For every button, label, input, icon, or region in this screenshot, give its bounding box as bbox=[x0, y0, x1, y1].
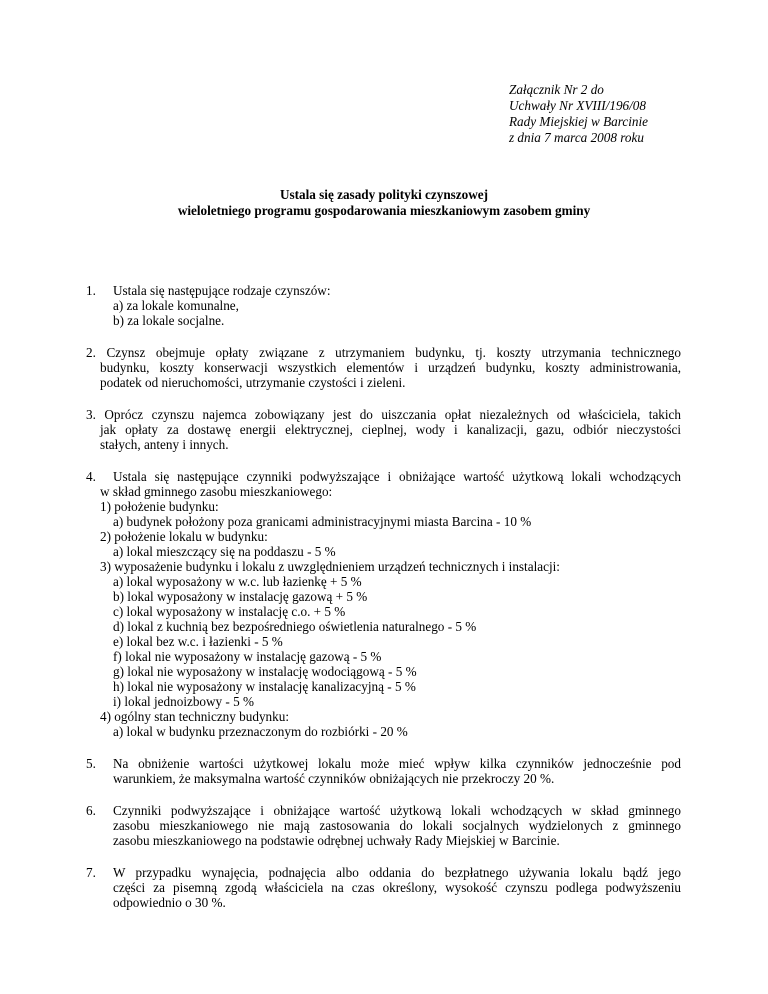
section-3-line1: 3. Oprócz czynszu najemca zobowiązany jest do uiszczania opłat niezależnych od właściciela, takich bbox=[86, 407, 681, 422]
section-4-point-2a: a) lokal mieszczący się na poddaszu - 5 % bbox=[113, 544, 336, 559]
section-6-line1: Czynniki podwyższające i obniżające wartość użytkową lokali wchodzących w skład gminnego bbox=[113, 803, 681, 818]
section-4-point-2: 2) położenie lokalu w budynku: bbox=[100, 529, 268, 544]
section-1-item-a: a) za lokale komunalne, bbox=[113, 298, 239, 313]
header-date: z dnia 7 marca 2008 roku bbox=[509, 130, 644, 145]
section-4-point-1a: a) budynek położony poza granicami administracyjnymi miasta Barcina - 10 % bbox=[113, 514, 532, 529]
section-4-point-4: 4) ogólny stan techniczny budynku: bbox=[100, 709, 289, 724]
section-5-line1: Na obniżenie wartości użytkowej lokalu może mieć wpływ kilka czynników jednocześnie pod bbox=[113, 756, 681, 771]
section-4-point-1: 1) położenie budynku: bbox=[100, 499, 219, 514]
section-4-line2: w skład gminnego zasobu mieszkaniowego: bbox=[100, 484, 333, 499]
section-4-point-4a: a) lokal w budynku przeznaczonym do rozbiórki - 20 % bbox=[113, 724, 408, 739]
section-5-line2: warunkiem, że maksymalna wartość czynników obniżających nie przekroczy 20 %. bbox=[113, 771, 555, 786]
section-1-item-b: b) za lokale socjalne. bbox=[113, 313, 225, 328]
section-4-point-3i: i) lokal jednoizbowy - 5 % bbox=[113, 694, 254, 709]
section-4-point-3h: h) lokal nie wyposażony w instalację kanalizacyjną - 5 % bbox=[113, 679, 416, 694]
section-1-number: 1. bbox=[86, 283, 96, 298]
section-4-point-3b: b) lokal wyposażony w instalację gazową + 5 % bbox=[113, 589, 368, 604]
section-6-line3: zasobu mieszkaniowego na podstawie odrębnej uchwały Rady Miejskiej w Barcinie. bbox=[113, 833, 560, 848]
page-title-line1: Ustala się zasady polityki czynszowej bbox=[279, 187, 489, 202]
section-2-line1: 2. Czynsz obejmuje opłaty związane z utrzymaniem budynku, tj. koszty utrzymania technicznego bbox=[86, 345, 681, 360]
section-7-line3: odpowiednio o 30 %. bbox=[113, 895, 226, 910]
section-7-line2: części za pisemną zgodą właściciela na czas określony, wysokość czynszu podlega podwyższeniu bbox=[113, 880, 681, 895]
section-4-point-3c: c) lokal wyposażony w instalację c.o. + 5 % bbox=[113, 604, 346, 619]
section-7-number: 7. bbox=[86, 865, 96, 880]
section-1-text: Ustala się następujące rodzaje czynszów: bbox=[113, 283, 331, 298]
section-3-line2: jak opłaty za dostawę energii elektrycznej, cieplnej, wody i kanalizacji, gazu, odbiór nieczystości bbox=[100, 422, 681, 437]
header-resolution: Uchwały Nr XVIII/196/08 bbox=[509, 98, 646, 113]
section-4-point-3d: d) lokal z kuchnią bez bezpośredniego oświetlenia naturalnego - 5 % bbox=[113, 619, 477, 634]
section-7-line1: W przypadku wynajęcia, podnajęcia albo oddania do bezpłatnego używania lokalu bądź jego bbox=[113, 865, 681, 880]
section-4-number: 4. bbox=[86, 469, 96, 484]
section-3-line3: stałych, anteny i innych. bbox=[100, 437, 229, 452]
section-2-line2: budynku, koszty konserwacji wszystkich elementów i urządzeń budynku, koszty administrowania, bbox=[100, 360, 681, 375]
section-4-point-3: 3) wyposażenie budynku i lokalu z uwzględnieniem urządzeń technicznych i instalacji: bbox=[100, 559, 560, 574]
section-5-number: 5. bbox=[86, 756, 96, 771]
section-4-point-3e: e) lokal bez w.c. i łazienki - 5 % bbox=[113, 634, 283, 649]
page-title-line2: wieloletniego programu gospodarowania mieszkaniowym zasobem gminy bbox=[177, 203, 591, 218]
section-6-line2: zasobu mieszkaniowego nie mają zastosowania do lokali socjalnych wydzielonych z gminnego bbox=[113, 818, 681, 833]
section-4-line1: Ustala się następujące czynniki podwyższające i obniżające wartość użytkową lokali wchodzących bbox=[113, 469, 681, 484]
header-council: Rady Miejskiej w Barcinie bbox=[509, 114, 649, 129]
section-6-number: 6. bbox=[86, 803, 96, 818]
section-4-point-3g: g) lokal nie wyposażony w instalację wodociągową - 5 % bbox=[113, 664, 417, 679]
header-attachment: Załącznik Nr 2 do bbox=[509, 82, 604, 97]
section-4-point-3a: a) lokal wyposażony w w.c. lub łazienkę + 5 % bbox=[113, 574, 362, 589]
section-4-point-3f: f) lokal nie wyposażony w instalację gazową - 5 % bbox=[113, 649, 382, 664]
section-2-line3: podatek od nieruchomości, utrzymanie czystości i zieleni. bbox=[100, 375, 406, 390]
